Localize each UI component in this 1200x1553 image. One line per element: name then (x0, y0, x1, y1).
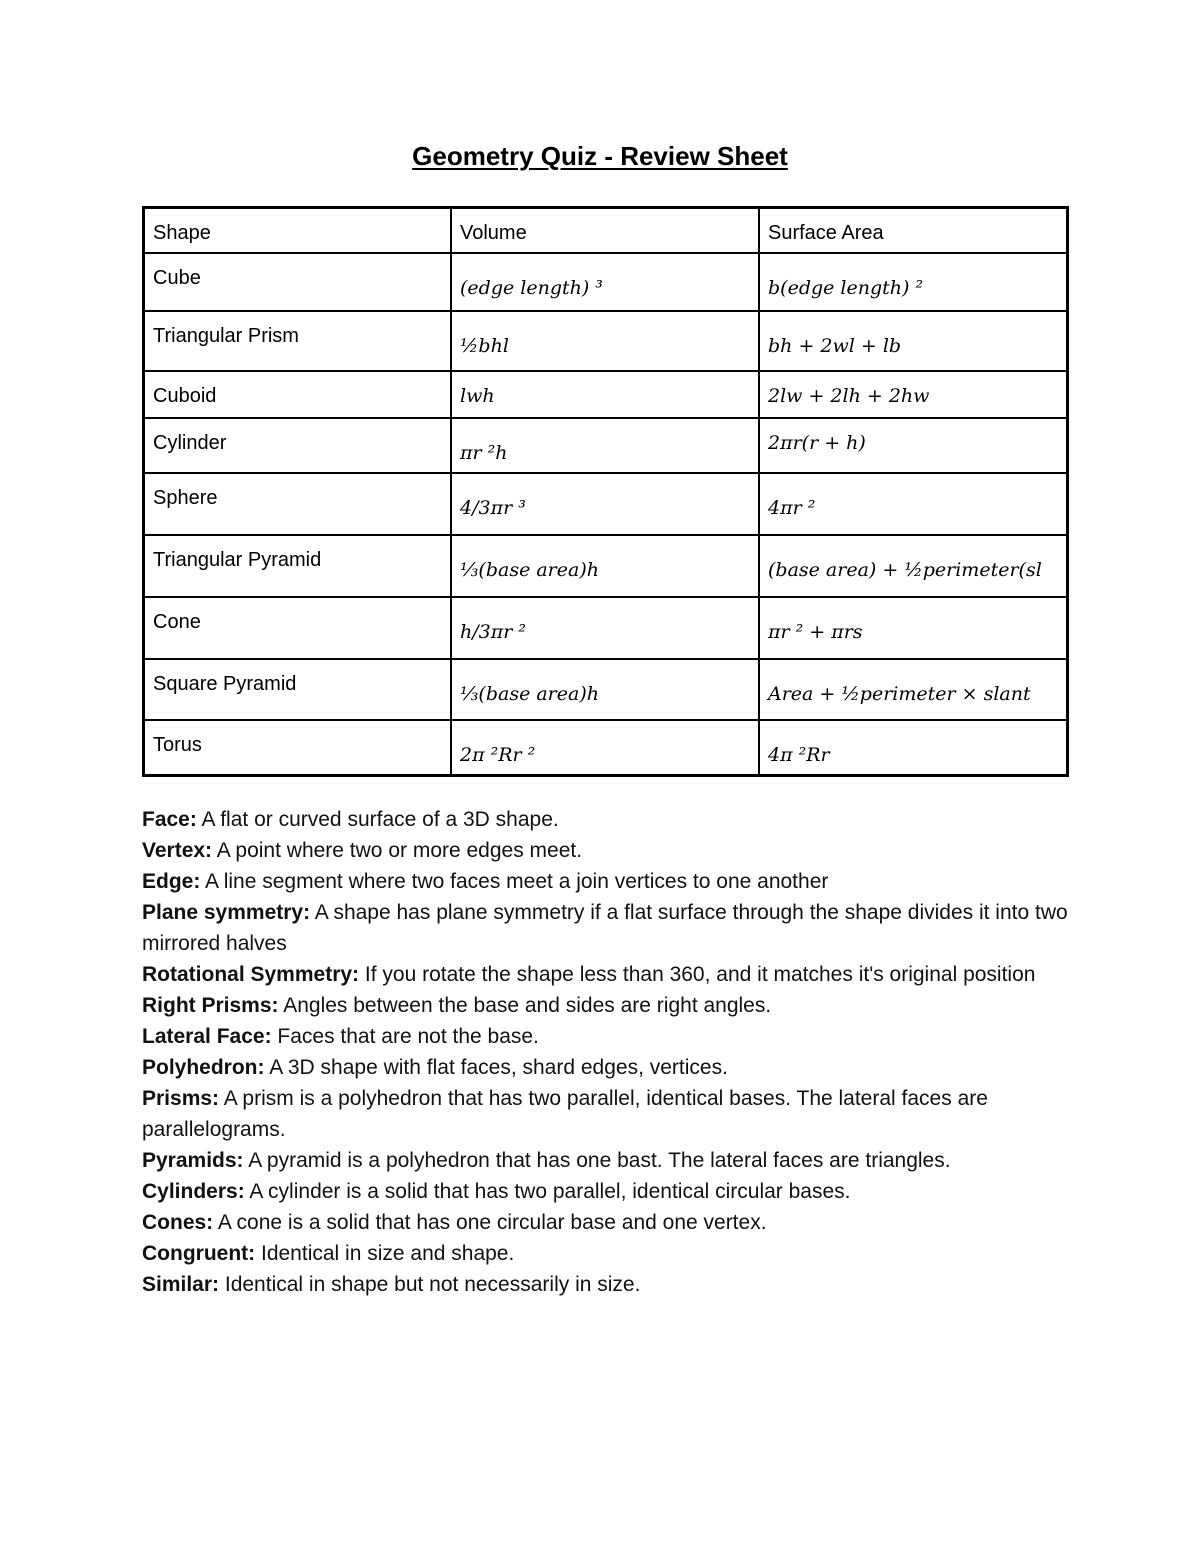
definition-similar (142, 1269, 1072, 1300)
surface-area-formula: bh + 2wl + lb (768, 334, 902, 357)
shape-name: Cube (144, 253, 452, 311)
volume-formula: h/3πr ² (460, 620, 526, 643)
definition-text: A line segment where two faces meet a join vertices to one another (200, 870, 829, 893)
volume-formula: 4/3πr ³ (460, 496, 526, 519)
definition-congruent (142, 1238, 1072, 1269)
definition-term: Plane symmetry: (142, 901, 311, 924)
table-row (144, 371, 1068, 418)
definition-cylinders (142, 1176, 1072, 1207)
shape-name: Cylinder (144, 418, 452, 473)
definition-plane-symmetry (142, 897, 1072, 959)
definition-text: A flat or curved surface of a 3D shape. (196, 808, 559, 831)
definition-term: Vertex: (142, 839, 213, 862)
definition-text: Identical in shape but not necessarily in size. (219, 1273, 641, 1296)
definition-term: Lateral Face: (142, 1025, 272, 1048)
volume-formula: (edge length) ³ (460, 276, 603, 299)
definition-polyhedron (142, 1052, 1072, 1083)
table-row (144, 473, 1068, 535)
table-row (144, 253, 1068, 311)
shape-name: Torus (144, 720, 452, 776)
definition-text: Angles between the base and sides are right angles. (278, 994, 772, 1017)
surface-area-formula: Area + ½perimeter × slant (768, 682, 1031, 705)
definition-text: A pyramid is a polyhedron that has one bast. The lateral faces are triangles. (243, 1149, 951, 1172)
definition-term: Right Prisms: (142, 994, 279, 1017)
definition-term: Rotational Symmetry: (142, 963, 360, 986)
surface-area-formula: 2lw + 2lh + 2hw (768, 384, 930, 407)
definition-term: Congruent: (142, 1242, 256, 1265)
table-header-row (144, 208, 1068, 253)
table-row (144, 418, 1068, 473)
table-row (144, 597, 1068, 659)
definition-lateral-face (142, 1021, 1072, 1052)
volume-formula: ⅓(base area)h (460, 558, 599, 581)
surface-area-formula: (base area) + ½perimeter(sl (768, 558, 1042, 581)
definition-vertex (142, 835, 1072, 866)
definition-text: A cone is a solid that has one circular base and one vertex. (213, 1211, 767, 1234)
volume-formula: 2π ²Rr ² (460, 743, 536, 766)
shape-name: Cone (144, 597, 452, 659)
table-row (144, 720, 1068, 776)
definition-face (142, 804, 1072, 835)
shape-name: Sphere (144, 473, 452, 535)
definition-term: Similar: (142, 1273, 220, 1296)
shape-name: Square Pyramid (144, 659, 452, 720)
surface-area-formula: πr ² + πrs (768, 620, 863, 643)
table-row (144, 659, 1068, 720)
volume-formula: lwh (460, 384, 495, 407)
definition-term: Face: (142, 808, 197, 831)
definition-term: Cylinders: (142, 1180, 245, 1203)
definition-edge (142, 866, 1072, 897)
surface-area-formula: 2πr(r + h) (768, 431, 866, 454)
header-surface-area: Surface Area (759, 208, 1068, 253)
volume-formula: ⅓(base area)h (460, 682, 599, 705)
table-row (144, 311, 1068, 371)
surface-area-formula: 4πr ² (768, 496, 816, 519)
definition-term: Prisms: (142, 1087, 220, 1110)
shape-name: Triangular Pyramid (144, 535, 452, 597)
page-title: Geometry Quiz - Review Sheet (412, 141, 788, 171)
table-row (144, 535, 1068, 597)
definition-text: A 3D shape with flat faces, shard edges, vertices. (264, 1056, 728, 1079)
surface-area-formula: 4π ²Rr (768, 743, 830, 766)
definition-text: A prism is a polyhedron that has two parallel, identical bases. The lateral faces are parallelograms. (142, 1087, 988, 1141)
volume-formula: πr ²h (460, 441, 508, 464)
formula-table (142, 206, 1069, 777)
definition-right-prisms (142, 990, 1072, 1021)
header-volume: Volume (451, 208, 759, 253)
definitions-list (142, 804, 1072, 1300)
definition-pyramids (142, 1145, 1072, 1176)
definition-cones (142, 1207, 1072, 1238)
header-shape: Shape (144, 208, 452, 253)
shape-name: Cuboid (144, 371, 452, 418)
surface-area-formula: b(edge length) ² (768, 276, 924, 299)
definition-term: Edge: (142, 870, 201, 893)
definition-prisms (142, 1083, 1072, 1145)
definition-term: Polyhedron: (142, 1056, 265, 1079)
shape-name: Triangular Prism (144, 311, 452, 371)
volume-formula: ½bhl (460, 334, 509, 357)
definition-text: Identical in size and shape. (255, 1242, 515, 1265)
definition-rotational-symmetry (142, 959, 1072, 990)
definition-text: Faces that are not the base. (271, 1025, 539, 1048)
definition-text: If you rotate the shape less than 360, and it matches it's original position (359, 963, 1036, 986)
definition-term: Cones: (142, 1211, 214, 1234)
definition-text: A point where two or more edges meet. (212, 839, 583, 862)
definition-text: A shape has plane symmetry if a flat surface through the shape divides it into two mirrored halves (142, 901, 1068, 955)
definition-text: A cylinder is a solid that has two parallel, identical circular bases. (244, 1180, 851, 1203)
definition-term: Pyramids: (142, 1149, 244, 1172)
